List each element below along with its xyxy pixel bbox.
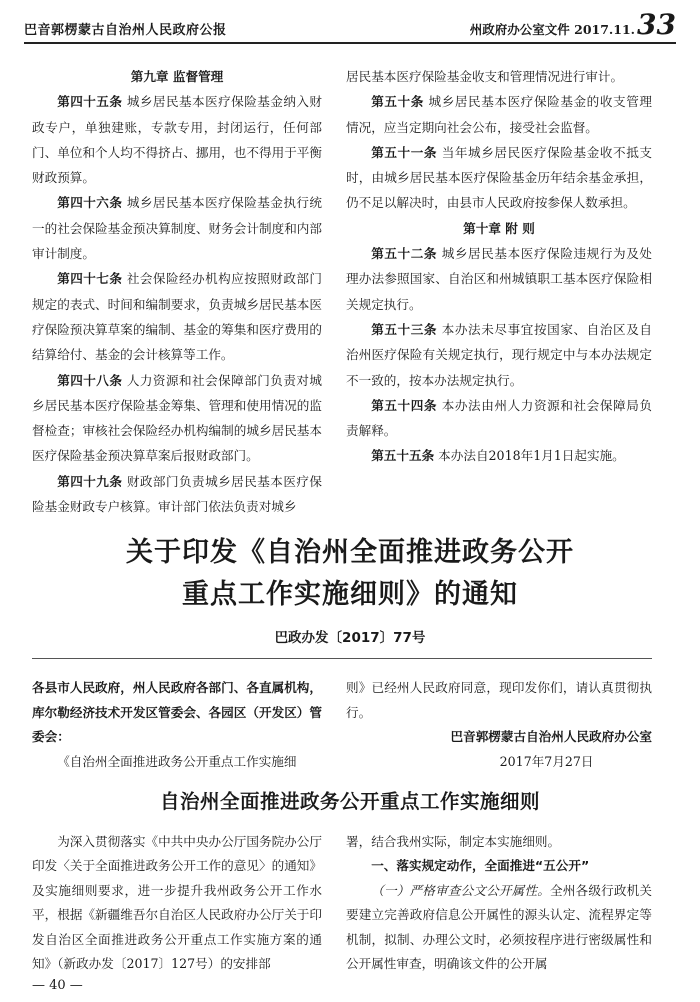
chapter-heading: 第十章 附 则 — [463, 220, 535, 236]
article-paragraph — [346, 241, 652, 317]
article-paragraph — [346, 393, 652, 444]
upper-right-column — [346, 64, 652, 469]
article-text: 本办法由州人力资源和社会保障局负责解释。 — [346, 397, 652, 439]
document-number: 巴政办发〔2017〕77号 — [274, 630, 426, 646]
article-text: 城乡居民基本医疗保险基金的收支管理情况，应当定期向社会公布，接受社会监督。 — [346, 94, 653, 135]
article-label: 第五十一条 — [371, 144, 438, 160]
page-number: — 40 — — [32, 978, 83, 993]
article-label: 第四十五条 — [57, 94, 123, 110]
item-label: （一）严格审查公文公开属性。 — [371, 882, 550, 898]
page-header — [24, 10, 676, 44]
item-text: 全州各级行政机关要建立完善政府信息公开属性的源头认定、流程界定等机制，拟制、办理公文时，必须按程序进行密级属性和公开属性审查，明确该文件的公开属 — [346, 882, 653, 972]
notice-body-cont: 则》已经州人民政府同意，现印发你们，请认真贯彻执行。 — [346, 680, 652, 720]
article-text: 人力资源和社会保障部门负责对城乡居民基本医疗保险基金筹集、管理和使用情况的监督检查；审核社会保险经办机构编制的城乡居民基本医疗保险基金预决算草案后报财政部门。 — [32, 372, 322, 464]
article-label: 第五十二条 — [371, 246, 438, 262]
article-label: 第五十五条 — [371, 448, 435, 464]
notice-title-line: 重点工作实施细则》的通知 — [182, 579, 518, 610]
rules-left-column — [32, 830, 322, 976]
continued-text: 居民基本医疗保险基金收支和管理情况进行审计。 — [346, 69, 624, 84]
article-paragraph — [32, 190, 322, 266]
page-ornament: 33 — [637, 8, 676, 41]
article-label: 第四十六条 — [57, 195, 123, 211]
article-paragraph — [32, 266, 322, 367]
rules-item — [346, 879, 652, 977]
rules-title: 自治州全面推进政务公开重点工作实施细则 — [159, 790, 540, 813]
header-issue — [469, 8, 676, 41]
article-paragraph — [346, 317, 652, 393]
chapter-heading: 第九章 监督管理 — [130, 69, 224, 84]
article-text: 财政部门负责城乡居民基本医疗保险基金财政专户核算。审计部门依法负责对城乡 — [32, 473, 322, 515]
article-label: 第四十七条 — [57, 271, 123, 287]
issue-label: 州政府办公室文件 2017.11. — [469, 22, 636, 37]
notice-body: 《自治州全面推进政务公开重点工作实施细 — [57, 753, 297, 769]
article-paragraph — [346, 140, 652, 216]
signing-date: 2017年7月27日 — [499, 753, 594, 769]
article-text: 城乡居民基本医疗保险违规行为及处理办法参照国家、自治区和州城镇职工基本医疗保险相关规定执行。 — [346, 246, 652, 312]
article-paragraph — [346, 443, 652, 468]
addressees: 各县市人民政府，州人民政府各部门、各直属机构，库尔勒经济技术开发区管委会、各园区（开发区）管委会： — [32, 680, 322, 744]
rules-intro: 为深入贯彻落实《中共中央办公厅国务院办公厅印发〈关于全面推进政务公开工作的意见〉的通知》及实施细则要求，进一步提升我州政务公开工作水平，根据《新疆维吾尔自治区人民政府办公厅关于印发自治区全面推进政务公开重点工作实施方案的通知》（新政办发〔2017〕127号）的安排部 — [32, 834, 322, 972]
upper-left-column — [32, 64, 322, 519]
notice-title-line: 关于印发《自治州全面推进政务公开 — [126, 537, 574, 568]
article-text: 本办法未尽事宜按国家、自治区及自治州医疗保险有关规定执行，现行规定中与本办法规定不一致的，按本办法规定执行。 — [346, 321, 652, 388]
article-label: 第五十四条 — [371, 397, 438, 413]
article-paragraph — [32, 368, 322, 469]
notice-title — [0, 532, 700, 616]
article-paragraph — [32, 89, 322, 190]
article-paragraph — [32, 469, 322, 520]
divider — [32, 658, 652, 659]
rules-right-column — [346, 830, 652, 976]
section-heading: 一、落实规定动作，全面推进“五公开” — [371, 858, 590, 874]
signing-office: 巴音郭楞蒙古自治州人民政府办公室 — [450, 729, 652, 744]
article-label: 第四十九条 — [57, 473, 123, 489]
notice-left-column — [32, 676, 322, 774]
gazette-title: 巴音郭楞蒙古自治州人民政府公报 — [24, 23, 227, 38]
article-paragraph — [346, 89, 652, 140]
article-text: 城乡居民基本医疗保险基金纳入财政专户，单独建账，专款专用，封闭运行，任何部门、单位和个人均不得挤占、挪用，也不得用于平衡财政预算。 — [32, 94, 322, 186]
article-text: 当年城乡居民医疗保险基金收不抵支时，由城乡居民基本医疗保险基金历年结余基金承担，仍不足以解决时，由县市人民政府按参保人数承担。 — [346, 144, 652, 211]
rules-intro-cont: 署，结合我州实际，制定本实施细则。 — [346, 834, 561, 849]
article-text: 城乡居民基本医疗保险基金执行统一的社会保险基金预决算制度、财务会计制度和内部审计制度。 — [32, 195, 322, 262]
article-text: 社会保险经办机构应按照财政部门规定的表式、时间和编制要求，负责城乡居民基本医疗保险预决算草案的编制、基金的筹集和医疗费用的结算给付、基金的会计核算等工作。 — [32, 271, 322, 363]
article-label: 第五十条 — [371, 94, 424, 110]
notice-right-column — [346, 676, 652, 774]
article-label: 第五十三条 — [371, 321, 438, 337]
article-label: 第四十八条 — [57, 372, 123, 388]
article-text: 本办法自2018年1月1日起实施。 — [438, 448, 625, 464]
